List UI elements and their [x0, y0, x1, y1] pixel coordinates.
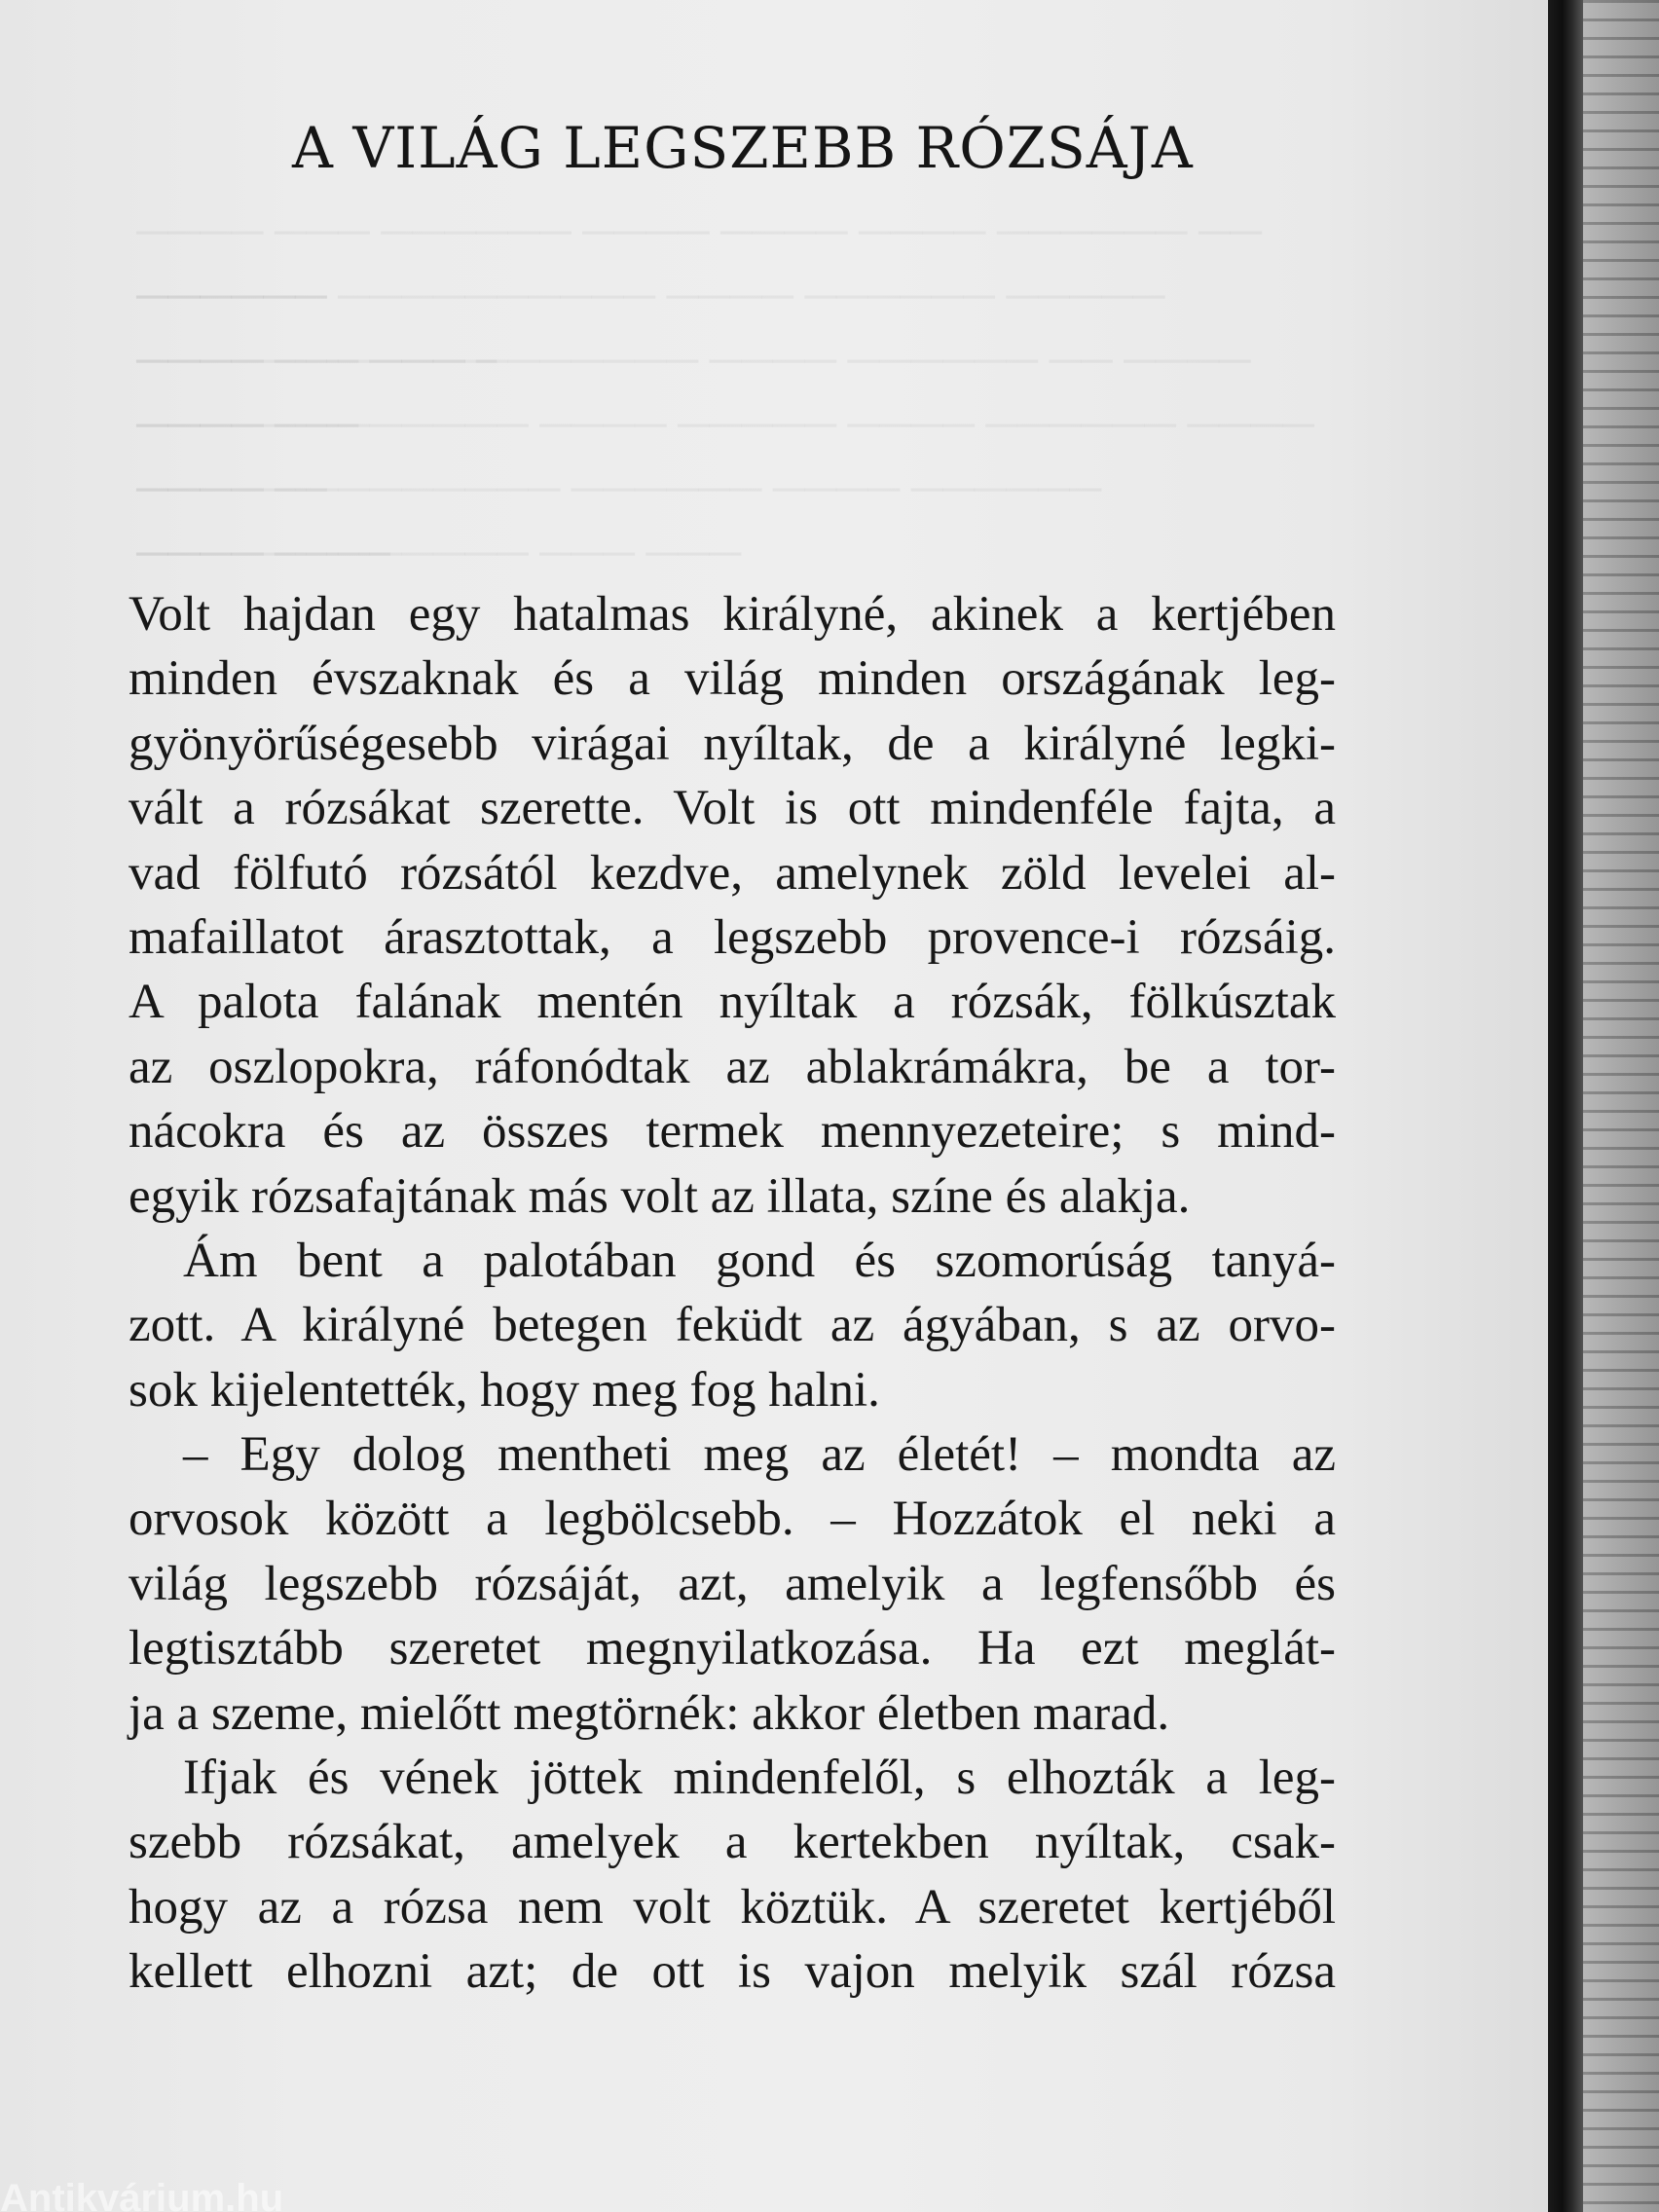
text-line: kellett elhozni azt; de ott is vajon melyik szál rózsa: [129, 1944, 1336, 2000]
text-line: vált a rózsákat szerette. Volt is ott mindenféle fajta, a: [129, 781, 1336, 836]
text-line: A palota falának mentén nyíltak a rózsák, fölkúsztak: [129, 975, 1336, 1030]
text-line: vad fölfutó rózsától kezdve, amelynek zöld levelei al-: [129, 845, 1336, 901]
paragraph: [129, 1746, 1336, 2005]
chapter-title: A VILÁG LEGSZEBB RÓZSÁJA: [292, 115, 1194, 181]
paragraph: [129, 1422, 1336, 1746]
text-line: hogy az a rózsa nem volt köztük. A szeretet kertjéből: [129, 1879, 1336, 1935]
text-line: mafaillatot árasztottak, a legszebb provence-i rózsáig.: [129, 909, 1336, 965]
text-line: sok kijelentették, hogy meg fog halni.: [129, 1362, 880, 1418]
text-line: zott. A királyné betegen feküdt az ágyában, s az orvo-: [129, 1298, 1336, 1353]
watermark: Antikvárium.hu: [0, 2177, 284, 2212]
text-line: legtisztább szeretet megnyilatkozása. Ha ezt meglát-: [129, 1621, 1336, 1677]
text-line: egyik rózsafajtának más volt az illata, színe és alakja.: [129, 1168, 1191, 1224]
text-line: Ám bent a palotában gond és szomorúság tanyá-: [183, 1233, 1336, 1288]
text-line: Ifjak és vének jöttek mindenfelől, s elhozták a leg-: [183, 1751, 1336, 1806]
text-line: Volt hajdan egy hatalmas királyné, akinek a kertjében: [129, 587, 1336, 642]
text-line: ja a szeme, mielőtt megtörnék: akkor életben marad.: [129, 1685, 1170, 1741]
text-line: orvosok között a legbölcsebb. – Hozzátok el neki a: [129, 1492, 1336, 1547]
text-line: világ legszebb rózsáját, azt, amelyik a legfensőbb és: [129, 1556, 1336, 1611]
paragraph: [129, 1229, 1336, 1422]
text-line: szebb rózsákat, amelyek a kertekben nyíltak, csak-: [129, 1815, 1336, 1870]
text-line: gyönyörűségesebb virágai nyíltak, de a királyné legki-: [129, 716, 1336, 771]
text-line: minden évszaknak és a világ minden országának leg-: [129, 651, 1336, 707]
text-line: – Egy dolog mentheti meg az életét! – mondta az: [183, 1427, 1336, 1483]
book-page-edge: [1548, 0, 1583, 2212]
text-line: nácokra és az összes termek mennyezeteire; s mind-: [129, 1104, 1336, 1160]
text-line: az oszlopokra, ráfonódtak az ablakrámákra, be a tor-: [129, 1039, 1336, 1094]
show-through-texture: [136, 200, 1334, 585]
story-text: [129, 582, 1336, 2005]
paragraph: [129, 582, 1336, 1229]
background-surface: [1583, 0, 1659, 2212]
